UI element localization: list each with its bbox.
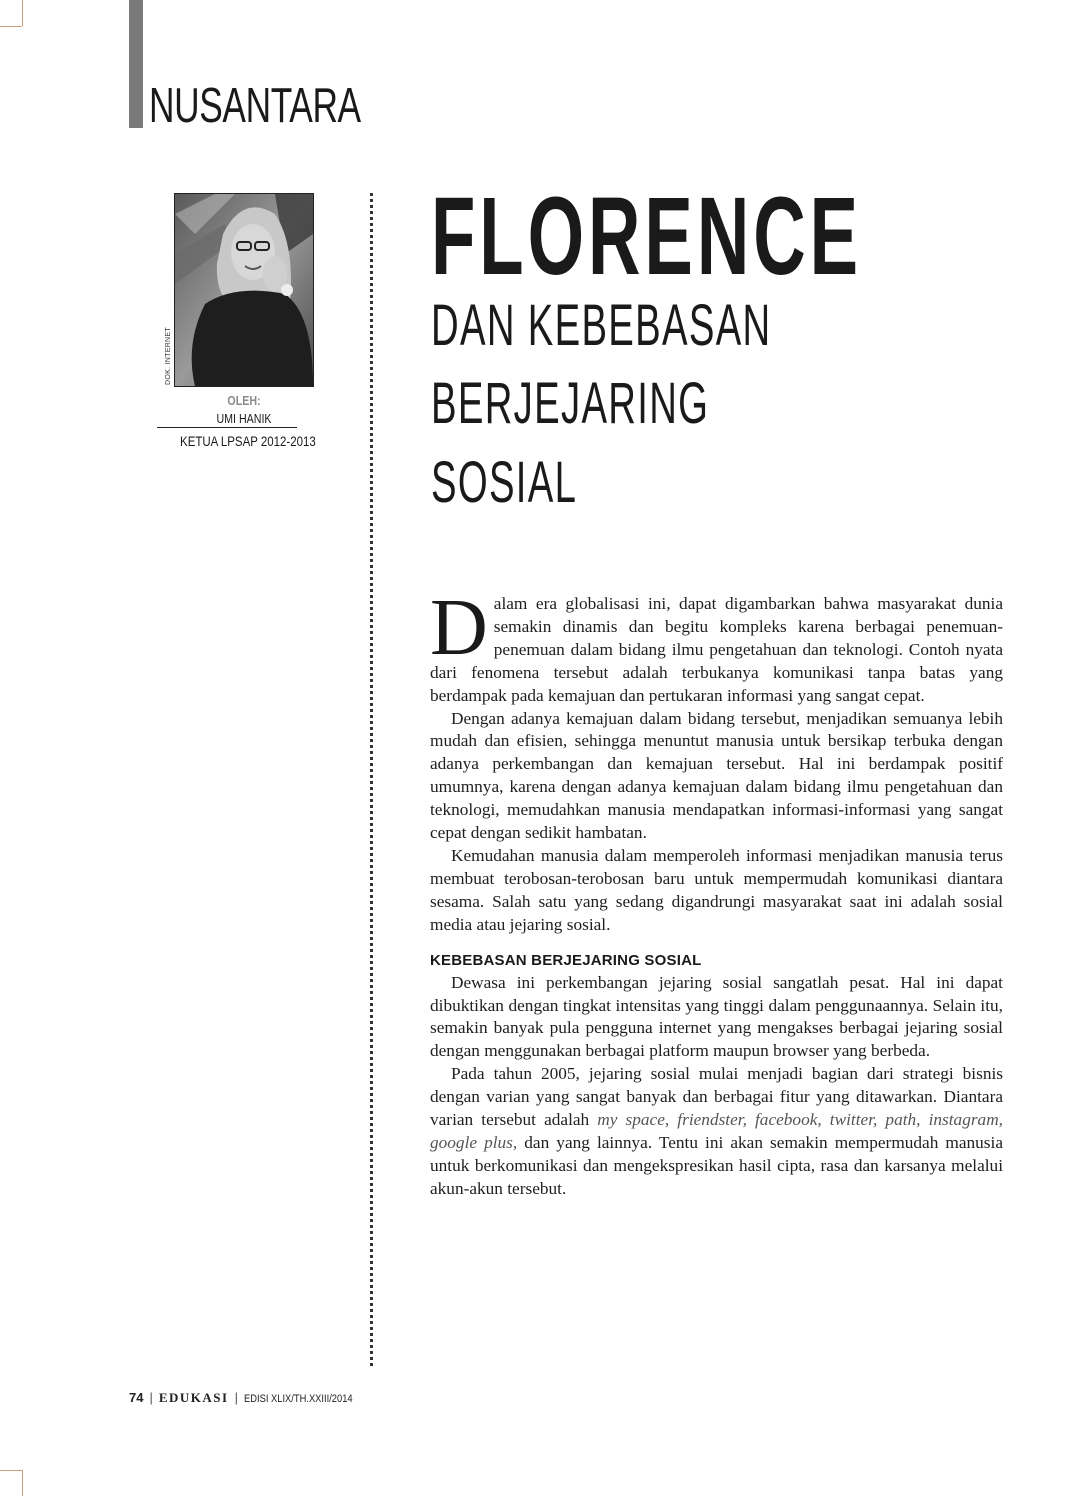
article-body bbox=[430, 584, 1003, 1201]
paragraph-1 bbox=[430, 584, 1003, 708]
paragraph-5-text-a: Pada tahun 2005, jejaring sosial mulai menjadi bagian dari strategi bisnis dengan varian yang sangat banyak dan berbagai fitur yang ditawarkan. Diantara varian tersebut adalah bbox=[430, 1064, 1003, 1130]
author-underline bbox=[157, 427, 297, 428]
author-photo bbox=[174, 193, 314, 387]
paragraph-5-text-b: dan yang lainnya. Tentu ini akan semakin mempermudah manusia untuk berkomunikasi dan mengekspresikan hasil cipta, rasa dan karsanya melalui akun-akun tersebut. bbox=[430, 1132, 1003, 1198]
article-subtitle-line-2: BERJEJARING bbox=[431, 371, 710, 436]
edition-info: EDISI XLIX/TH.XXIII/2014 bbox=[244, 1393, 353, 1405]
footer-separator: | bbox=[234, 1390, 238, 1405]
photo-credit: DOK. INTERNET bbox=[165, 327, 172, 385]
article-headline: FLORENCE bbox=[431, 175, 862, 298]
page-footer bbox=[129, 1390, 372, 1406]
footer-separator: | bbox=[149, 1390, 153, 1405]
column-divider bbox=[370, 193, 373, 1366]
paragraph-5-italic-list: my space, friendster, facebook, twitter, path, instagram, google plus, bbox=[430, 1110, 1003, 1152]
section-accent-bar bbox=[129, 0, 143, 128]
author-name: UMI HANIK bbox=[216, 411, 272, 426]
crop-mark-bottom-vertical bbox=[22, 1470, 23, 1496]
author-portrait-image bbox=[175, 194, 313, 386]
crop-mark-top-vertical bbox=[22, 0, 23, 26]
paragraph-5 bbox=[430, 1063, 1003, 1200]
crop-mark-top-horizontal bbox=[0, 26, 22, 27]
byline-label: OLEH: bbox=[227, 393, 261, 408]
paragraph-3: Kemudahan manusia dalam memperoleh informasi menjadikan manusia terus membuat terobosan-terobosan baru untuk mempermudah komunikasi diantara sesama. Salah satu yang sedang digandrungi masyarakat saat ini adalah sosial media atau jejaring sosial. bbox=[430, 845, 1003, 934]
paragraph-2: Dengan adanya kemajuan dalam bidang tersebut, menjadikan semuanya lebih mudah dan efisien, sehingga menuntut manusia untuk bersikap terbuka dengan adanya perkembangan dan kemajuan tersebut. Hal ini berdampak positif umumnya, karena dengan adanya kemajuan dalam bidang ilmu pengetahuan dan teknologi, memudahkan manusia mendapatkan informasi-informasi yang sangat cepat dengan sedikit hambatan. bbox=[430, 708, 1003, 843]
section-subheading: KEBEBASAN BERJEJARING SOSIAL bbox=[430, 951, 702, 969]
section-title: NUSANTARA bbox=[149, 79, 361, 133]
magazine-name: EDUKASI bbox=[158, 1390, 229, 1405]
page-number: 74 bbox=[129, 1390, 144, 1405]
drop-cap: D bbox=[430, 584, 488, 672]
article-subtitle-line-1: DAN KEBEBASAN bbox=[431, 293, 772, 358]
author-role: KETUA LPSAP 2012-2013 bbox=[180, 433, 316, 449]
paragraph-4: Dewasa ini perkembangan jejaring sosial sangatlah pesat. Hal ini dapat dibuktikan dengan tingkat intensitas yang tinggi dalam penggunaannya. Selain itu, semakin banyak pula pengguna internet yang mengakses berbagai jejaring sosial dengan menggunakan berbagai platform maupun browser yang berbeda. bbox=[430, 972, 1003, 1061]
article-subtitle-line-3: SOSIAL bbox=[431, 450, 578, 515]
crop-mark-bottom-horizontal bbox=[0, 1470, 22, 1471]
paragraph-1-text: alam era globalisasi ini, dapat digambarkan bahwa masyarakat dunia semakin dinamis dan begitu kompleks karena berbagai penemuan-penemuan dalam bidang ilmu pengetahuan dan teknologi. Contoh nyata dari fenomena tersebut adalah terbukanya komunikasi tanpa batas yang berdampak pada kemajuan dan pertukaran informasi yang sangat cepat. bbox=[430, 594, 1003, 705]
